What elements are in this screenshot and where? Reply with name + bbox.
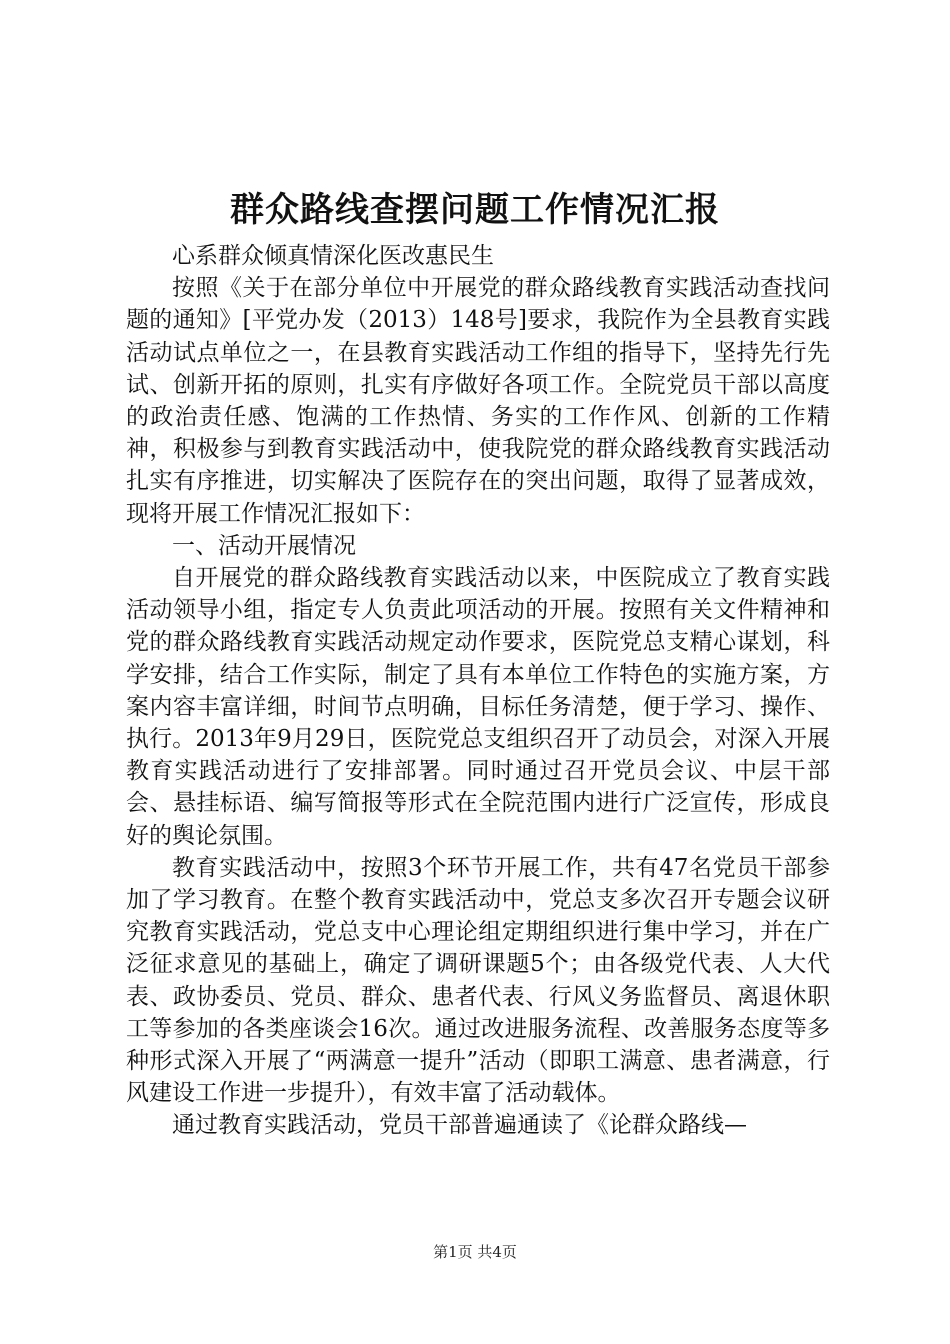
section-heading: 一、活动开展情况 — [172, 532, 356, 559]
body-paragraph: 自开展党的群众路线教育实践活动以来，中医院成立了教育实践活动领导小组，指定专人负责此项活动的开展。按照有关文件精神和党的群众路线教育实践活动规定动作要求，医院党总支精心谋划，科学安排，结合工作实际，制定了具有本单位工作特色的实施方案，方案内容丰富详细，时间节点明确，目标任务清楚，便于学习、操作、执行。2013年9月29日，医院党总支组织召开了动员会，对深入开展教育实践活动进行了安排部署。同时通过召开党员会议、中层干部会、悬挂标语、编写简报等形式在全院范围内进行广泛宣传，形成良好的舆论氛围。 — [126, 565, 830, 849]
subtitle-paragraph: 心系群众倾真情深化医改惠民生 — [172, 243, 494, 269]
body-paragraph: 教育实践活动中，按照3个环节开展工作，共有47名党员干部参加了学习教育。在整个教育实践活动中，党总支多次召开专题会议研究教育实践活动，党总支中心理论组定期组织进行集中学习，并在广泛征求意见的基础上，确定了调研课题5个；由各级党代表、人大代表、政协委员、党员、群众、患者代表、行风义务监督员、离退休职工等参加的各类座谈会16次。通过改进服务流程、改善服务态度等多种形式深入开展了“两满意一提升”活动（即职工满意、患者满意，行风建设工作进一步提升），有效丰富了活动载体。 — [126, 854, 830, 1107]
document-body — [126, 240, 830, 1142]
body-paragraph: 按照《关于在部分单位中开展党的群众路线教育实践活动查找问题的通知》[平党办发（2013）148号]要求，我院作为全县教育实践活动试点单位之一，在县教育实践活动工作组的指导下，坚持先行先试、创新开拓的原则，扎实有序做好各项工作。全院党员干部以高度的政治责任感、饱满的工作热情、务实的工作作风、创新的工作精神，积极参与到教育实践活动中，使我院党的群众路线教育实践活动扎实有序推进，切实解决了医院存在的突出问题，取得了显著成效，现将开展工作情况汇报如下： — [126, 275, 830, 527]
document-title: 群众路线查摆问题工作情况汇报 — [230, 190, 720, 230]
page-footer: 第1页 共4页 — [433, 1243, 517, 1261]
body-paragraph: 通过教育实践活动，党员干部普遍通读了《论群众路线— — [172, 1112, 747, 1139]
